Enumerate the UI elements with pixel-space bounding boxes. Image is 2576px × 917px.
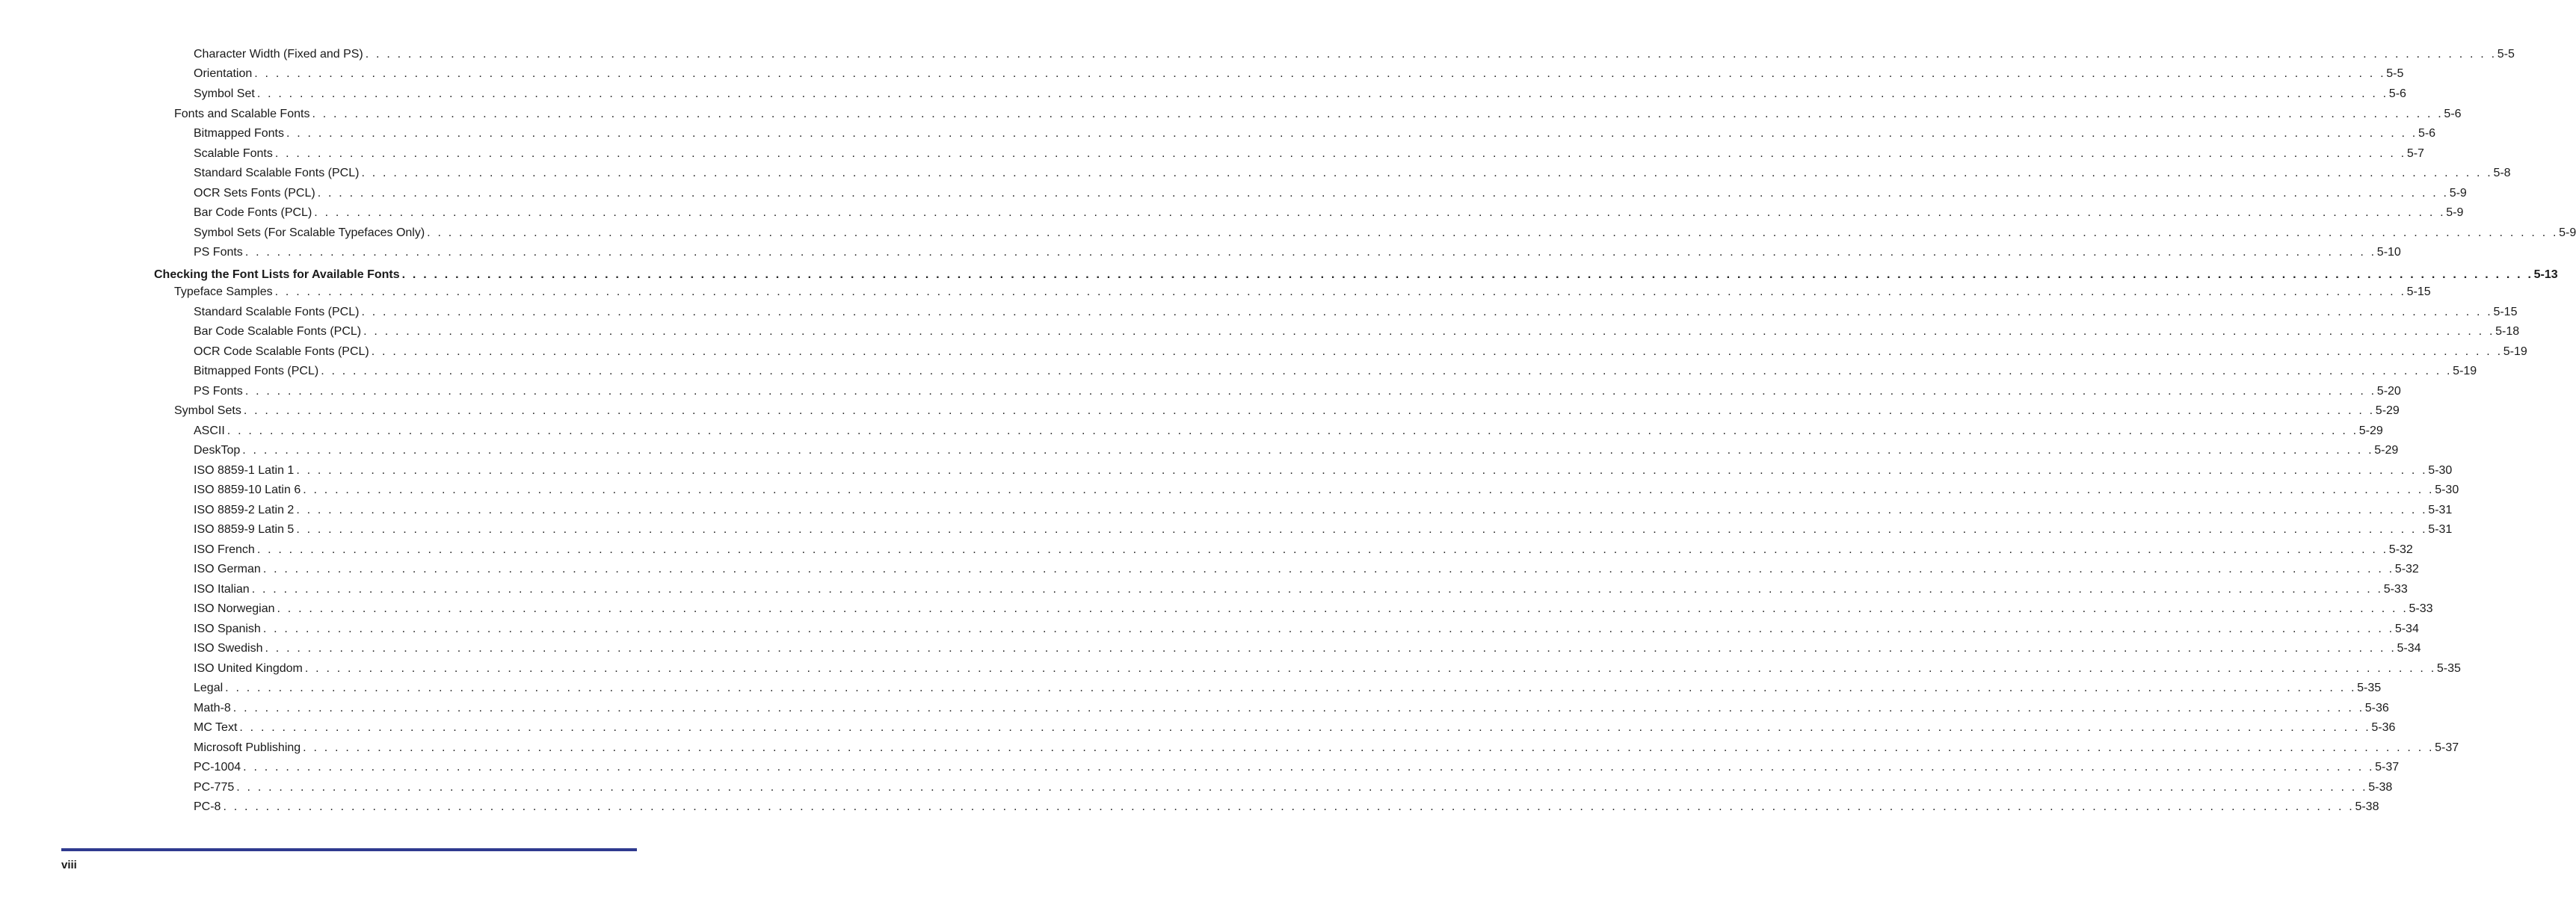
toc-entry[interactable] (194, 67, 2404, 81)
dot-leader: . . . . . . . . . . . . . . . . . . . . . . . . . . . . . . . . . . . . . . . . . . . . . . . . . . . . . . . . . . . . . . . . . . . . . . . . . . . . . . . . . . . . . . . . . . . . . . . . . . . . . . . . . . . . . . . . . . . . . . . . . . . . . . . . . . . . . . . . . . . . . . . . . . . . . . . . . . . . . . . . . . . . . . . . . . . . . . . . . . . . . . . . . . . . . . . . . . . . . . . . (232, 702, 2364, 714)
toc-entry[interactable] (194, 443, 2399, 458)
toc-entry-title: ASCII (194, 424, 225, 437)
page-number: viii (61, 859, 77, 871)
toc-entry-title: Standard Scalable Fonts (PCL) (194, 306, 360, 318)
toc-entry-page: 5-9 (2559, 226, 2576, 239)
toc-entry[interactable] (194, 305, 2518, 320)
toc-entry-page: 5-6 (2388, 87, 2406, 100)
footer-rule (61, 848, 637, 851)
toc-entry[interactable] (194, 463, 2453, 478)
toc-entry-title: ISO 8859-10 Latin 6 (194, 484, 301, 496)
toc-entry-page: 5-7 (2406, 147, 2424, 160)
toc-entry-title: Bitmapped Fonts (194, 127, 284, 140)
dot-leader: . . . . . . . . . . . . . . . . . . . . . . . . . . . . . . . . . . . . . . . . . . . . . . . . . . . . . . . . . . . . . . . . . . . . . . . . . . . . . . . . . . . . . . . . . . . . . . . . . . . . . . . . . . . . . . . . . . . . . . . . . . . . . . . . . . . . . . . . . . . . . . . . . . . . . . . . . . . . . . . . . . . . . . . . . . . . . . . . . . . . . . . . . . . . . . . . . . . . . . . . (304, 662, 2436, 675)
toc-entry-page: 5-29 (2374, 444, 2399, 457)
toc-entry-page: 5-34 (2394, 623, 2419, 635)
dot-leader: . . . . . . . . . . . . . . . . . . . . . . . . . . . . . . . . . . . . . . . . . . . . . . . . . . . . . . . . . . . . . . . . . . . . . . . . . . . . . . . . . . . . . . . . . . . . . . . . . . . . . . . . . . . . . . . . . . . . . . . . . . . . . . . . . . . . . . . . . . . . . . . . . . . . . . . . . . . . . . . . . . . . . . . . . . . . . . . . . . . . . . . . . . . . . . . . . . . . . . . . (274, 147, 2406, 160)
dot-leader: . . . . . . . . . . . . . . . . . . . . . . . . . . . . . . . . . . . . . . . . . . . . . . . . . . . . . . . . . . . . . . . . . . . . . . . . . . . . . . . . . . . . . . . . . . . . . . . . . . . . . . . . . . . . . . . . . . . . . . . . . . . . . . . . . . . . . . . . . . . . . . . . . . . . . . . . . . . . . . . . . . . . . . . . . . . . . . . . . . . . . . . . . . . . . . . . . . . . . . . . (361, 306, 2493, 318)
toc-entry-title: ISO United Kingdom (194, 662, 303, 675)
dot-leader: . . . . . . . . . . . . . . . . . . . . . . . . . . . . . . . . . . . . . . . . . . . . . . . . . . . . . . . . . . . . . . . . . . . . . . . . . . . . . . . . . . . . . . . . . . . . . . . . . . . . . . . . . . . . . . . . . . . . . . . . . . . . . . . . . . . . . . . . . . . . . . . . . . . . . . . . . . . . . . . . . . . . . . . . . . . . . . . . . . . . . . . . . . . . . . . . . . . . . . . . (303, 484, 2435, 496)
toc-entry[interactable] (194, 681, 2382, 696)
toc-entry[interactable] (194, 602, 2433, 617)
dot-leader: . . . . . . . . . . . . . . . . . . . . . . . . . . . . . . . . . . . . . . . . . . . . . . . . . . . . . . . . . . . . . . . . . . . . . . . . . . . . . . . . . . . . . . . . . . . . . . . . . . . . . . . . . . . . . . . . . . . . . . . . . . . . . . . . . . . . . . . . . . . . . . . . . . . . . . . . . . . . . . . . . . . . . . . . . . . . . . . . . . . . . . . . . . . . . . . . . . . . . . . . (254, 67, 2386, 80)
toc-entry[interactable] (194, 760, 2400, 775)
toc-entry-page: 5-19 (2503, 345, 2527, 358)
dot-leader: . . . . . . . . . . . . . . . . . . . . . . . . . . . . . . . . . . . . . . . . . . . . . . . . . . . . . . . . . . . . . . . . . . . . . . . . . . . . . . . . . . . . . . . . . . . . . . . . . . . . . . . . . . . . . . . . . . . . . . . . . . . . . . . . . . . . . . . . . . . . . . . . . . . . . . . . . . . . . . . . . . . . . . . . . . . . . . . . . . . . . . . . . . . . . . . . . . . . . . . . (286, 127, 2418, 140)
toc-entry[interactable] (194, 206, 2464, 220)
toc-entry-title: ISO 8859-9 Latin 5 (194, 523, 295, 536)
toc-entry-title: Standard Scalable Fonts (PCL) (194, 167, 360, 179)
dot-leader: . . . . . . . . . . . . . . . . . . . . . . . . . . . . . . . . . . . . . . . . . . . . . . . . . . . . . . . . . . . . . . . . . . . . . . . . . . . . . . . . . . . . . . . . . . . . . . . . . . . . . . . . . . . . . . . . . . . . . . . . . . . . . . . . . . . . . . . . . . . . . . . . . . . . . . . . . . . . . . . . . . . . . . . . . . . . . . . . . . . . . . . . . . . . . . . . . . . . . . . . (371, 345, 2503, 358)
toc-entry-title: PC-8 (194, 800, 221, 813)
dot-leader: . . . . . . . . . . . . . . . . . . . . . . . . . . . . . . . . . . . . . . . . . . . . . . . . . . . . . . . . . . . . . . . . . . . . . . . . . . . . . . . . . . . . . . . . . . . . . . . . . . . . . . . . . . . . . . . . . . . . . . . . . . . . . . . . . . . . . . . . . . . . . . . . . . . . . . . . . . . . . . . . . . . . . . . . . . . . . . . . . . . . . . . . . . . . . . . . . . . . . . . . (314, 206, 2446, 219)
dot-leader: . . . . . . . . . . . . . . . . . . . . . . . . . . . . . . . . . . . . . . . . . . . . . . . . . . . . . . . . . . . . . . . . . . . . . . . . . . . . . . . . . . . . . . . . . . . . . . . . . . . . . . . . . . . . . . . . . . . . . . . . . . . . . . . . . . . . . . . . . . . . . . . . . . . . . . . . . . . . . . . . . . . . . . . . . . . . . . . . . . . . . . . . . . . . . . . . . . . . . . . . (236, 781, 2368, 794)
toc-entry-page: 5-10 (2376, 246, 2401, 259)
toc-entry[interactable] (194, 47, 2515, 62)
toc-entry-page: 5-35 (2436, 662, 2461, 675)
toc-entry[interactable] (194, 641, 2421, 656)
toc-entry-title: MC Text (194, 721, 238, 734)
toc-entry[interactable] (174, 285, 2431, 300)
toc-entry-title: Symbol Sets (174, 404, 241, 417)
toc-entry[interactable] (174, 107, 2462, 122)
dot-leader: . . . . . . . . . . . . . . . . . . . . . . . . . . . . . . . . . . . . . . . . . . . . . . . . . . . . . . . . . . . . . . . . . . . . . . . . . . . . . . . . . . . . . . . . . . . . . . . . . . . . . . . . . . . . . . . . . . . . . . . . . . . . . . . . . . . . . . . . . . . . . . . . . . . . . . . . . . . . . . . . . . . . . . . . . . . . . . . . . . . . . . . . . . . . . . . . . . . . . . . . (256, 87, 2388, 100)
toc-entry-page: 5-29 (2375, 404, 2400, 417)
toc-entry-page: 5-30 (2435, 484, 2459, 496)
toc-entry-title: Checking the Font Lists for Available Fonts (154, 268, 400, 281)
toc-entry[interactable] (194, 503, 2453, 518)
dot-leader: . . . . . . . . . . . . . . . . . . . . . . . . . . . . . . . . . . . . . . . . . . . . . . . . . . . . . . . . . . . . . . . . . . . . . . . . . . . . . . . . . . . . . . . . . . . . . . . . . . . . . . . . . . . . . . . . . . . . . . . . . . . . . . . . . . . . . . . . . . . . . . . . . . . . . . . . . . . . . . . . . . . . . . . . . . . . . . . . . . . . . . . . . . . . . . . . . . . . . . . . (363, 325, 2495, 338)
toc-entry-title: ISO Swedish (194, 642, 263, 655)
toc-entry[interactable] (194, 543, 2413, 558)
toc-entry[interactable] (194, 384, 2401, 399)
toc-entry-page: 5-9 (2446, 206, 2464, 219)
dot-leader: . . . . . . . . . . . . . . . . . . . . . . . . . . . . . . . . . . . . . . . . . . . . . . . . . . . . . . . . . . . . . . . . . . . . . . . . . . . . . . . . . . . . . . . . . . . . . . . . . . . . . . . . . . . . . . . . . . . . . . . . . . . . . . . . . . . . . . . . . . . . . . . . . . . . . . . . . . . . . . . . . . . . . . . . . . . . . . . . . . . . . . . . . . . . . . . . . . . . . . . . (365, 48, 2497, 61)
toc-entry-page: 5-34 (2397, 642, 2421, 655)
toc-entry-title: PS Fonts (194, 246, 243, 259)
toc-entry[interactable] (194, 622, 2419, 637)
toc-entry[interactable] (194, 582, 2408, 597)
toc-entry[interactable] (194, 166, 2511, 181)
toc-entry[interactable] (174, 404, 2400, 419)
dot-leader: . . . . . . . . . . . . . . . . . . . . . . . . . . . . . . . . . . . . . . . . . . . . . . . . . . . . . . . . . . . . . . . . . . . . . . . . . . . . . . . . . . . . . . . . . . . . . . . . . . . . . . . . . . . . . . . . . . . . . . . . . . . . . . . . . . . . . . . . . . . . . . . . . . . . . . . . . . . . . . . . . . . . . . . . . . . . . . . . . . . . . . . . . . . . . . . . . . . . . . . . (262, 563, 2394, 575)
toc-entry-page: 5-33 (2383, 583, 2408, 596)
toc-entry-page: 5-32 (2388, 543, 2413, 556)
dot-leader: . . . . . . . . . . . . . . . . . . . . . . . . . . . . . . . . . . . . . . . . . . . . . . . . . . . . . . . . . . . . . . . . . . . . . . . . . . . . . . . . . . . . . . . . . . . . . . . . . . . . . . . . . . . . . . . . . . . . . . . . . . . . . . . . . . . . . . . . . . . . . . . . . . . . . . . . . . . . . . . . . . . . . . . . . . . . . . . . . . . . . . . . . . . . . . . . . . . . . . . . (317, 187, 2449, 200)
toc-entry-page: 5-29 (2358, 424, 2383, 437)
toc-entry[interactable] (194, 226, 2576, 241)
toc-entry[interactable] (194, 741, 2459, 756)
toc-entry-page: 5-37 (2435, 741, 2459, 754)
toc-entry-page: 5-6 (2444, 108, 2462, 120)
dot-leader: . . . . . . . . . . . . . . . . . . . . . . . . . . . . . . . . . . . . . . . . . . . . . . . . . . . . . . . . . . . . . . . . . . . . . . . . . . . . . . . . . . . . . . . . . . . . . . . . . . . . . . . . . . . . . . . . . . . . . . . . . . . . . . . . . . . . . . . . . . . . . . . . . . . . . . . . . . . . . . . . . . . . . . . . . . . . . . . . . . . . . . . . . . . . . . . . . . . . . . . . (223, 800, 2355, 813)
toc-entry-title: ISO Spanish (194, 623, 261, 635)
toc-entry[interactable] (194, 661, 2461, 676)
toc-entry[interactable] (194, 522, 2453, 537)
toc-entry[interactable] (194, 800, 2379, 815)
toc-entry-page: 5-18 (2495, 325, 2520, 338)
toc-entry-title: PC-775 (194, 781, 235, 794)
dot-leader: . . . . . . . . . . . . . . . . . . . . . . . . . . . . . . . . . . . . . . . . . . . . . . . . . . . . . . . . . . . . . . . . . . . . . . . . . . . . . . . . . . . . . . . . . . . . . . . . . . . . . . . . . . . . . . . . . . . . . . . . . . . . . . . . . . . . . . . . . . . . . . . . . . . . . . . . . . . . . . . . . . . . . . . . . . . . . . . . . . . . . . . . . . . . . . . . . . . . . . . . (321, 365, 2453, 377)
dot-leader: . . . . . . . . . . . . . . . . . . . . . . . . . . . . . . . . . . . . . . . . . . . . . . . . . . . . . . . . . . . . . . . . . . . . . . . . . . . . . . . . . . . . . . . . . . . . . . . . . . . . . . . . . . . . . . . . . . . . . . . . . . . . . . . . . . . . . . . . . . . . . . . . . . . . . . . . . . . . . . . . . . . . . . . . . . . . . . . . . . . . . . . . . . . . . . . . . . . . . . . . (265, 642, 2397, 655)
toc-entry-page: 5-35 (2357, 682, 2382, 694)
dot-leader: . . . . . . . . . . . . . . . . . . . . . . . . . . . . . . . . . . . . . . . . . . . . . . . . . . . . . . . . . . . . . . . . . . . . . . . . . . . . . . . . . . . . . . . . . . . . . . . . . . . . . . . . . . . . . . . . . . . . . . . . . . . . . . . . . . . . . . . . . . . . . . . . . . . . . . . . . . . . . . . . . . . . . . . . . . . . . . . . . . . . . . . . . . . . . . . . . . . . . . . . (243, 761, 2375, 774)
toc-entry-page: 5-15 (2493, 306, 2518, 318)
toc-entry-page: 5-36 (2364, 702, 2389, 714)
toc-entry-title: ISO German (194, 563, 261, 575)
toc-entry[interactable] (194, 126, 2436, 141)
toc-entry-title: Scalable Fonts (194, 147, 273, 160)
dot-leader: . . . . . . . . . . . . . . . . . . . . . . . . . . . . . . . . . . . . . . . . . . . . . . . . . . . . . . . . . . . . . . . . . . . . . . . . . . . . . . . . . . . . . . . . . . . . . . . . . . . . . . . . . . . . . . . . . . . . . . . . . . . . . . . . . . . . . . . . . . . . . . . . . . . . . . . . . . . . . . . . . . . . . . . . . . . . . . . . . . . . . . . . . . . . . . . . . . . . . . . . (277, 602, 2409, 615)
toc-entry[interactable] (194, 720, 2396, 735)
toc-entry-title: PS Fonts (194, 385, 243, 398)
toc-entry-page: 5-38 (2355, 800, 2379, 813)
toc-entry-page: 5-13 (2533, 268, 2558, 281)
toc-entry-page: 5-20 (2376, 385, 2401, 398)
toc-entry-title: Fonts and Scalable Fonts (174, 108, 310, 120)
dot-leader: . . . . . . . . . . . . . . . . . . . . . . . . . . . . . . . . . . . . . . . . . . . . . . . . . . . . . . . . . . . . . . . . . . . . . . . . . . . . . . . . . . . . . . . . . . . . . . . . . . . . . . . . . . . . . . . . . . . . . . . . . . . . . . . . . . . . . . . . . . . . . . . . . . . . . . . . . . . . . . . . . . . . . . . . . . . . . . . . . . . . . . . . . . . . . . . . . . . . . . . . (262, 623, 2394, 635)
toc-entry-title: Bar Code Fonts (PCL) (194, 206, 312, 219)
toc-entry-page: 5-32 (2394, 563, 2419, 575)
dot-leader: . . . . . . . . . . . . . . . . . . . . . . . . . . . . . . . . . . . . . . . . . . . . . . . . . . . . . . . . . . . . . . . . . . . . . . . . . . . . . . . . . . . . . . . . . . . . . . . . . . . . . . . . . . . . . . . . . . . . . . . . . . . . . . . . . . . . . . . . . . . . . . . . . . . . . . . . . . . . . . . . . . . . . . . . . . . . . . . . . . . . . . . . . . . . . . . . . . . . . . . . (274, 285, 2406, 298)
toc-entry[interactable] (194, 483, 2459, 498)
toc-entry-title: Math-8 (194, 702, 231, 714)
dot-leader: . . . . . . . . . . . . . . . . . . . . . . . . . . . . . . . . . . . . . . . . . . . . . . . . . . . . . . . . . . . . . . . . . . . . . . . . . . . . . . . . . . . . . . . . . . . . . . . . . . . . . . . . . . . . . . . . . . . . . . . . . . . . . . . . . . . . . . . . . . . . . . . . . . . . . . . . . . . . . . . . . . . . . . . . . . . . . . . . . . . . . . . . . . . . . . . . . . . . . . . . (243, 404, 2375, 417)
toc-entry-title: Orientation (194, 67, 253, 80)
toc-entry-page: 5-38 (2368, 781, 2393, 794)
toc-entry-title: ISO French (194, 543, 255, 556)
toc-entry-page: 5-37 (2375, 761, 2400, 774)
dot-leader: . . . . . . . . . . . . . . . . . . . . . . . . . . . . . . . . . . . . . . . . . . . . . . . . . . . . . . . . . . . . . . . . . . . . . . . . . . . . . . . . . . . . . . . . . . . . . . . . . . . . . . . . . . . . . . . . . . . . . . . . . . . . . . . . . . . . . . . . . . . . . . . . . . . . . . . . . . . . . . . . . . . . . . . . . . . . . . . . . . . . . . . . . . . . . . . . . . . . . . . . (256, 543, 2388, 556)
toc-entry-title: ISO 8859-1 Latin 1 (194, 464, 295, 477)
dot-leader: . . . . . . . . . . . . . . . . . . . . . . . . . . . . . . . . . . . . . . . . . . . . . . . . . . . . . . . . . . . . . . . . . . . . . . . . . . . . . . . . . . . . . . . . . . . . . . . . . . . . . . . . . . . . . . . . . . . . . . . . . . . . . . . . . . . . . . . . . . . . . . . . . . . . . . . . . . . . . . . . . . . . . . . . . . . . . . . . . . . . . . . . . . . . . . . . . . . . . . . . (244, 385, 2376, 398)
dot-leader: . . . . . . . . . . . . . . . . . . . . . . . . . . . . . . . . . . . . . . . . . . . . . . . . . . . . . . . . . . . . . . . . . . . . . . . . . . . . . . . . . . . . . . . . . . . . . . . . . . . . . . . . . . . . . . . . . . . . . . . . . . . . . . . . . . . . . . . . . . . . . . . . . . . . . . . . . . . . . . . . . . . . . . . . . . . . . . . . . . . . . . . . . . . . . . . . . . . . . . . . (401, 268, 2533, 281)
toc-entry[interactable] (194, 186, 2467, 201)
dot-leader: . . . . . . . . . . . . . . . . . . . . . . . . . . . . . . . . . . . . . . . . . . . . . . . . . . . . . . . . . . . . . . . . . . . . . . . . . . . . . . . . . . . . . . . . . . . . . . . . . . . . . . . . . . . . . . . . . . . . . . . . . . . . . . . . . . . . . . . . . . . . . . . . . . . . . . . . . . . . . . . . . . . . . . . . . . . . . . . . . . . . . . . . . . . . . . . . . . . . . . . . (239, 721, 2371, 734)
dot-leader: . . . . . . . . . . . . . . . . . . . . . . . . . . . . . . . . . . . . . . . . . . . . . . . . . . . . . . . . . . . . . . . . . . . . . . . . . . . . . . . . . . . . . . . . . . . . . . . . . . . . . . . . . . . . . . . . . . . . . . . . . . . . . . . . . . . . . . . . . . . . . . . . . . . . . . . . . . . . . . . . . . . . . . . . . . . . . . . . . . . . . . . . . . . . . . . . . . . . . . . . (225, 682, 2357, 694)
toc-entry-title: Typeface Samples (174, 285, 273, 298)
toc-entry-page: 5-31 (2428, 523, 2453, 536)
toc-entry-title: PC-1004 (194, 761, 241, 774)
toc-entry-page: 5-6 (2418, 127, 2436, 140)
toc-entry-title: ISO Norwegian (194, 602, 275, 615)
toc-entry-title: ISO Italian (194, 583, 250, 596)
dot-leader: . . . . . . . . . . . . . . . . . . . . . . . . . . . . . . . . . . . . . . . . . . . . . . . . . . . . . . . . . . . . . . . . . . . . . . . . . . . . . . . . . . . . . . . . . . . . . . . . . . . . . . . . . . . . . . . . . . . . . . . . . . . . . . . . . . . . . . . . . . . . . . . . . . . . . . . . . . . . . . . . . . . . . . . . . . . . . . . . . . . . . . . . . . . . . . . . . . . . . . . . (361, 167, 2493, 179)
toc-entry-page: 5-5 (2497, 48, 2515, 61)
dot-leader: . . . . . . . . . . . . . . . . . . . . . . . . . . . . . . . . . . . . . . . . . . . . . . . . . . . . . . . . . . . . . . . . . . . . . . . . . . . . . . . . . . . . . . . . . . . . . . . . . . . . . . . . . . . . . . . . . . . . . . . . . . . . . . . . . . . . . . . . . . . . . . . . . . . . . . . . . . . . . . . . . . . . . . . . . . . . . . . . . . . . . . . . . . . . . . . . . . . . . . . . (312, 108, 2444, 120)
toc-entry-page: 5-31 (2428, 504, 2453, 516)
toc-entry[interactable] (194, 345, 2527, 359)
dot-leader: . . . . . . . . . . . . . . . . . . . . . . . . . . . . . . . . . . . . . . . . . . . . . . . . . . . . . . . . . . . . . . . . . . . . . . . . . . . . . . . . . . . . . . . . . . . . . . . . . . . . . . . . . . . . . . . . . . . . . . . . . . . . . . . . . . . . . . . . . . . . . . . . . . . . . . . . . . . . . . . . . . . . . . . . . . . . . . . . . . . . . . . . . . . . . . . . . . . . . . . . (227, 424, 2358, 437)
toc-entry-title: Character Width (Fixed and PS) (194, 48, 363, 61)
toc-entry-title: OCR Sets Fonts (PCL) (194, 187, 315, 200)
toc-entry-title: ISO 8859-2 Latin 2 (194, 504, 295, 516)
dot-leader: . . . . . . . . . . . . . . . . . . . . . . . . . . . . . . . . . . . . . . . . . . . . . . . . . . . . . . . . . . . . . . . . . . . . . . . . . . . . . . . . . . . . . . . . . . . . . . . . . . . . . . . . . . . . . . . . . . . . . . . . . . . . . . . . . . . . . . . . . . . . . . . . . . . . . . . . . . . . . . . . . . . . . . . . . . . . . . . . . . . . . . . . . . . . . . . . . . . . . . . . (251, 583, 2383, 596)
toc-entry-title: Bitmapped Fonts (PCL) (194, 365, 319, 377)
toc-entry-title: OCR Code Scalable Fonts (PCL) (194, 345, 369, 358)
dot-leader: . . . . . . . . . . . . . . . . . . . . . . . . . . . . . . . . . . . . . . . . . . . . . . . . . . . . . . . . . . . . . . . . . . . . . . . . . . . . . . . . . . . . . . . . . . . . . . . . . . . . . . . . . . . . . . . . . . . . . . . . . . . . . . . . . . . . . . . . . . . . . . . . . . . . . . . . . . . . . . . . . . . . . . . . . . . . . . . . . . . . . . . . . . . . . . . . . . . . . . . . (296, 464, 2428, 477)
toc-entry-page: 5-8 (2493, 167, 2511, 179)
dot-leader: . . . . . . . . . . . . . . . . . . . . . . . . . . . . . . . . . . . . . . . . . . . . . . . . . . . . . . . . . . . . . . . . . . . . . . . . . . . . . . . . . . . . . . . . . . . . . . . . . . . . . . . . . . . . . . . . . . . . . . . . . . . . . . . . . . . . . . . . . . . . . . . . . . . . . . . . . . . . . . . . . . . . . . . . . . . . . . . . . . . . . . . . . . . . . . . . . . . . . . . . (242, 444, 2374, 457)
toc-entry-page: 5-9 (2449, 187, 2467, 200)
toc-entry[interactable] (194, 245, 2401, 260)
dot-leader: . . . . . . . . . . . . . . . . . . . . . . . . . . . . . . . . . . . . . . . . . . . . . . . . . . . . . . . . . . . . . . . . . . . . . . . . . . . . . . . . . . . . . . . . . . . . . . . . . . . . . . . . . . . . . . . . . . . . . . . . . . . . . . . . . . . . . . . . . . . . . . . . . . . . . . . . . . . . . . . . . . . . . . . . . . . . . . . . . . . . . . . . . . . . . . . . . . . . . . . . (303, 741, 2435, 754)
dot-leader: . . . . . . . . . . . . . . . . . . . . . . . . . . . . . . . . . . . . . . . . . . . . . . . . . . . . . . . . . . . . . . . . . . . . . . . . . . . . . . . . . . . . . . . . . . . . . . . . . . . . . . . . . . . . . . . . . . . . . . . . . . . . . . . . . . . . . . . . . . . . . . . . . . . . . . . . . . . . . . . . . . . . . . . . . . . . . . . . . . . . . . . . . . . . . . . . . . . . . . . . (296, 504, 2428, 516)
toc-entry[interactable] (194, 562, 2419, 577)
toc-entry-page: 5-19 (2453, 365, 2477, 377)
toc-entry[interactable] (194, 364, 2477, 379)
toc-entry[interactable] (194, 146, 2424, 161)
toc-entry-page: 5-33 (2409, 602, 2433, 615)
toc-entry-title: Microsoft Publishing (194, 741, 301, 754)
toc-entry[interactable] (194, 424, 2383, 439)
toc-entry[interactable] (194, 87, 2406, 102)
toc-entry-title: Legal (194, 682, 224, 694)
dot-leader: . . . . . . . . . . . . . . . . . . . . . . . . . . . . . . . . . . . . . . . . . . . . . . . . . . . . . . . . . . . . . . . . . . . . . . . . . . . . . . . . . . . . . . . . . . . . . . . . . . . . . . . . . . . . . . . . . . . . . . . . . . . . . . . . . . . . . . . . . . . . . . . . . . . . . . . . . . . . . . . . . . . . . . . . . . . . . . . . . . . . . . . . . . . . . . . . . . . . . . . . (244, 246, 2376, 259)
toc-entry-page: 5-15 (2406, 285, 2431, 298)
toc-entry-title: Symbol Set (194, 87, 255, 100)
toc-entry[interactable] (194, 324, 2520, 339)
toc-entry-page: 5-30 (2428, 464, 2453, 477)
toc-entry[interactable] (194, 780, 2393, 795)
toc-entry-page: 5-5 (2386, 67, 2404, 80)
toc-entry-title: Symbol Sets (For Scalable Typefaces Only) (194, 226, 425, 239)
dot-leader: . . . . . . . . . . . . . . . . . . . . . . . . . . . . . . . . . . . . . . . . . . . . . . . . . . . . . . . . . . . . . . . . . . . . . . . . . . . . . . . . . . . . . . . . . . . . . . . . . . . . . . . . . . . . . . . . . . . . . . . . . . . . . . . . . . . . . . . . . . . . . . . . . . . . . . . . . . . . . . . . . . . . . . . . . . . . . . . . . . . . . . . . . . . . . . . . . . . . . . . . (296, 523, 2428, 536)
toc-entry[interactable] (194, 701, 2389, 716)
toc-entry-title: Bar Code Scalable Fonts (PCL) (194, 325, 362, 338)
toc-entry[interactable] (154, 268, 2558, 282)
toc-entry-page: 5-36 (2371, 721, 2396, 734)
toc-entry-title: DeskTop (194, 444, 241, 457)
dot-leader: . . . . . . . . . . . . . . . . . . . . . . . . . . . . . . . . . . . . . . . . . . . . . . . . . . . . . . . . . . . . . . . . . . . . . . . . . . . . . . . . . . . . . . . . . . . . . . . . . . . . . . . . . . . . . . . . . . . . . . . . . . . . . . . . . . . . . . . . . . . . . . . . . . . . . . . . . . . . . . . . . . . . . . . . . . . . . . . . . . . . . . . . . . . . . . . . . . . . . . . . (427, 226, 2559, 239)
